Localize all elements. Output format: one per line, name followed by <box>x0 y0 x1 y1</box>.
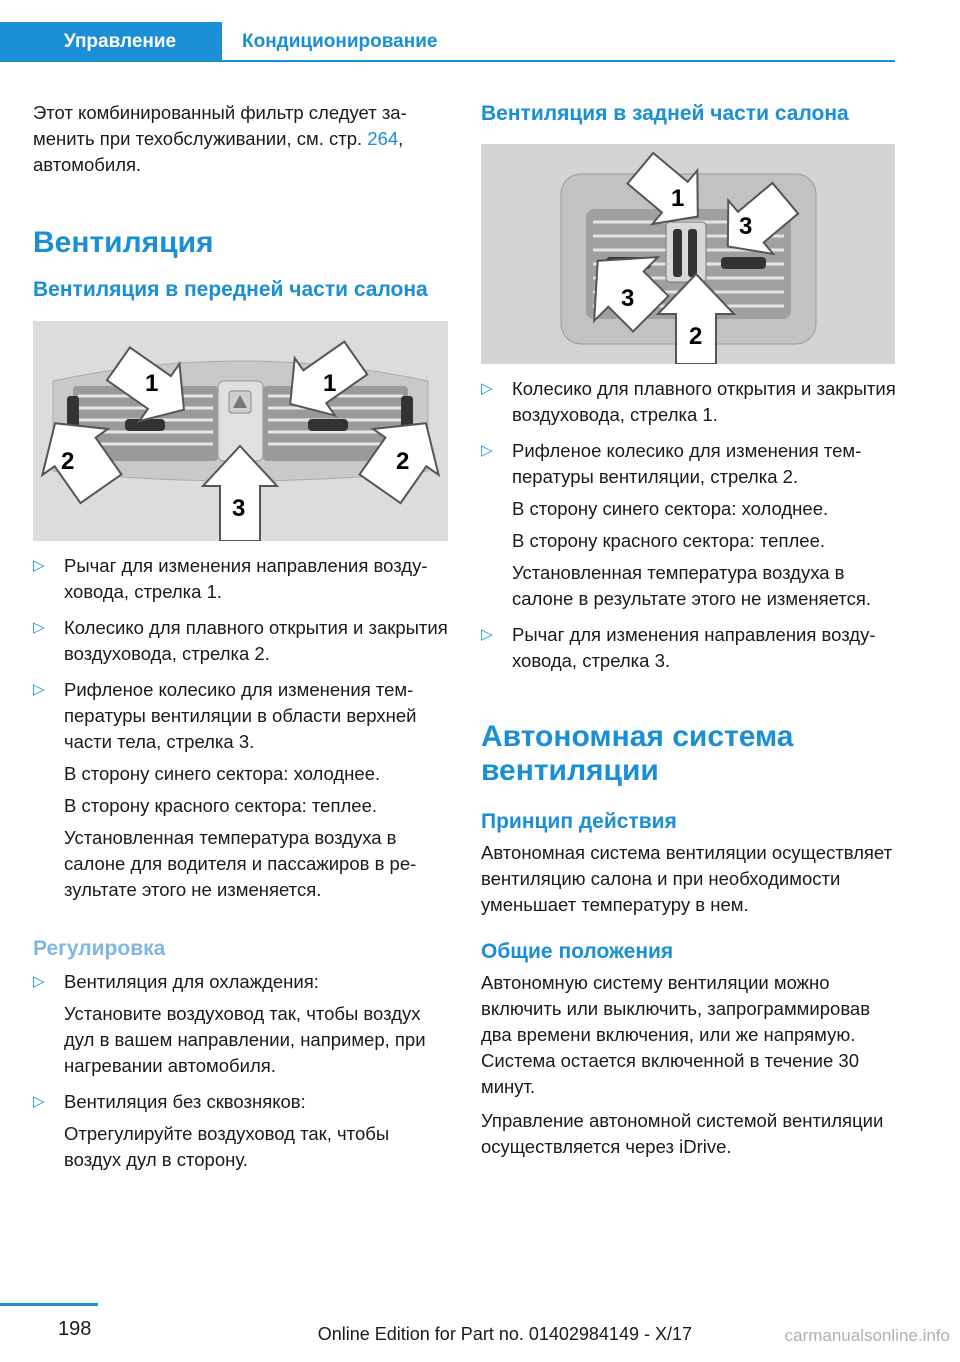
front-label-3: 3 <box>232 495 246 522</box>
heading-principle: Принцип действия <box>481 810 677 833</box>
rear-bullet-1: ▷ Колесико для плавного открытия и закрытия воздуховода, стрелка 1. <box>481 378 896 425</box>
footer-rule <box>0 1303 98 1306</box>
triangle-bullet-icon: ▷ <box>33 619 45 636</box>
rear-label-2: 2 <box>689 323 703 350</box>
rear-label-1: 1 <box>671 185 685 212</box>
regulation-list <box>33 969 448 1173</box>
rear-vents-illustration <box>481 144 895 364</box>
front-label-2a: 2 <box>61 448 75 475</box>
heading-regulation: Регулировка <box>33 937 166 960</box>
rear-bullet-2: ▷ Рифленое колесико для изменения температуры вентиляции, стрелка 2. <box>481 440 862 487</box>
heading-general: Общие положения <box>481 940 674 963</box>
heading-front-ventilation: Вентиляция в передней части салона <box>33 278 428 301</box>
reg-bullet-1: ▷ Вентиляция для охлаждения: <box>33 969 448 995</box>
reg-bullet-2: ▷ Вентиляция без сквозняков: <box>33 1089 448 1115</box>
front-bullet-list <box>33 553 448 903</box>
front-label-1b: 1 <box>323 370 337 397</box>
front-cold-note: В сторону синего сектора: холоднее. <box>64 763 381 784</box>
triangle-bullet-icon: ▷ <box>33 681 45 698</box>
rear-label-3b: 3 <box>621 285 635 312</box>
rear-bullet-list <box>481 376 896 674</box>
front-warm-note: В сторону красного сектора: теплее. <box>64 795 378 816</box>
right-column <box>481 100 896 1160</box>
triangle-bullet-icon: ▷ <box>481 442 493 459</box>
rear-bullet-3: ▷ Рычаг для изменения направления воздуховода, стрелка 3. <box>481 624 876 671</box>
triangle-bullet-icon: ▷ <box>481 380 493 397</box>
header-rule <box>222 60 895 62</box>
rear-cold-note: В сторону синего сектора: холоднее. <box>512 498 829 519</box>
triangle-bullet-icon: ▷ <box>33 973 45 990</box>
triangle-bullet-icon: ▷ <box>33 557 45 574</box>
watermark-text: carmanualsonline.info <box>784 1326 950 1345</box>
rear-temp-note: Установленная температура воздуха в салоне в результате этого не изменяется. <box>512 562 871 609</box>
left-column <box>33 100 448 1173</box>
front-bullet-1: ▷ Рычаг для изменения направления воздуховода, стрелка 1. <box>33 555 428 602</box>
header-subsection: Кондиционирование <box>242 31 438 52</box>
front-vents-illustration <box>33 321 448 541</box>
front-label-1a: 1 <box>145 370 159 397</box>
rear-label-3a: 3 <box>739 213 753 240</box>
general-paragraph-2: Управление автономной системой вентиляции осуществляется через iDrive. <box>481 1110 884 1157</box>
triangle-bullet-icon: ▷ <box>33 1093 45 1110</box>
principle-paragraph: Автономная система вентиляции осуществляет вентиляцию салона и при необходимости уменьшает температуру в нем. <box>481 842 893 915</box>
front-vents-figure <box>33 321 448 541</box>
heading-ventilation: Вентиляция <box>33 226 214 259</box>
front-bullet-3: ▷ Рифленое колесико для изменения температуры вентиляции в области верхней части тела, стрелка 3. <box>33 679 417 752</box>
page-number: 198 <box>58 1318 92 1340</box>
rear-vents-figure <box>481 144 895 364</box>
page-link[interactable]: 264 <box>367 128 399 149</box>
front-temp-note: Установленная температура воздуха в салоне для водителя и пассажиров в результате этого не изменяется. <box>64 827 417 900</box>
heading-rear-ventilation: Вентиляция в задней части салона <box>481 102 849 125</box>
edition-text: Online Edition for Part no. 01402984149 - X/17 <box>317 1324 692 1344</box>
heading-autonomous-ventilation: Автономная система вентиляции <box>481 720 794 787</box>
header-section-label: Управление <box>63 31 177 52</box>
front-label-2b: 2 <box>396 448 410 475</box>
front-bullet-2: ▷ Колесико для плавного открытия и закрытия воздуховода, стрелка 2. <box>33 617 448 664</box>
reg-bullet-1-text: Установите воздуховод так, чтобы воздух дул в вашем направлении, например, при нагревании автомобиля. <box>64 1003 426 1076</box>
reg-bullet-2-text: Отрегулируйте воздуховод так, чтобы воздух дул в сторону. <box>64 1123 390 1170</box>
intro-paragraph: Этот комбинированный фильтр следует заменить при техобслуживании, см. стр. 264, автомобиля. <box>33 102 407 175</box>
header-section-tab <box>0 22 222 62</box>
triangle-bullet-icon: ▷ <box>481 626 493 643</box>
rear-warm-note: В сторону красного сектора: теплее. <box>512 530 826 551</box>
general-paragraph-1: Автономную систему вентиляции можно включить или выключить, запрограммировав два времени включения, или же напрямую. Система остается включенной в течение 30 минут. <box>481 972 871 1097</box>
